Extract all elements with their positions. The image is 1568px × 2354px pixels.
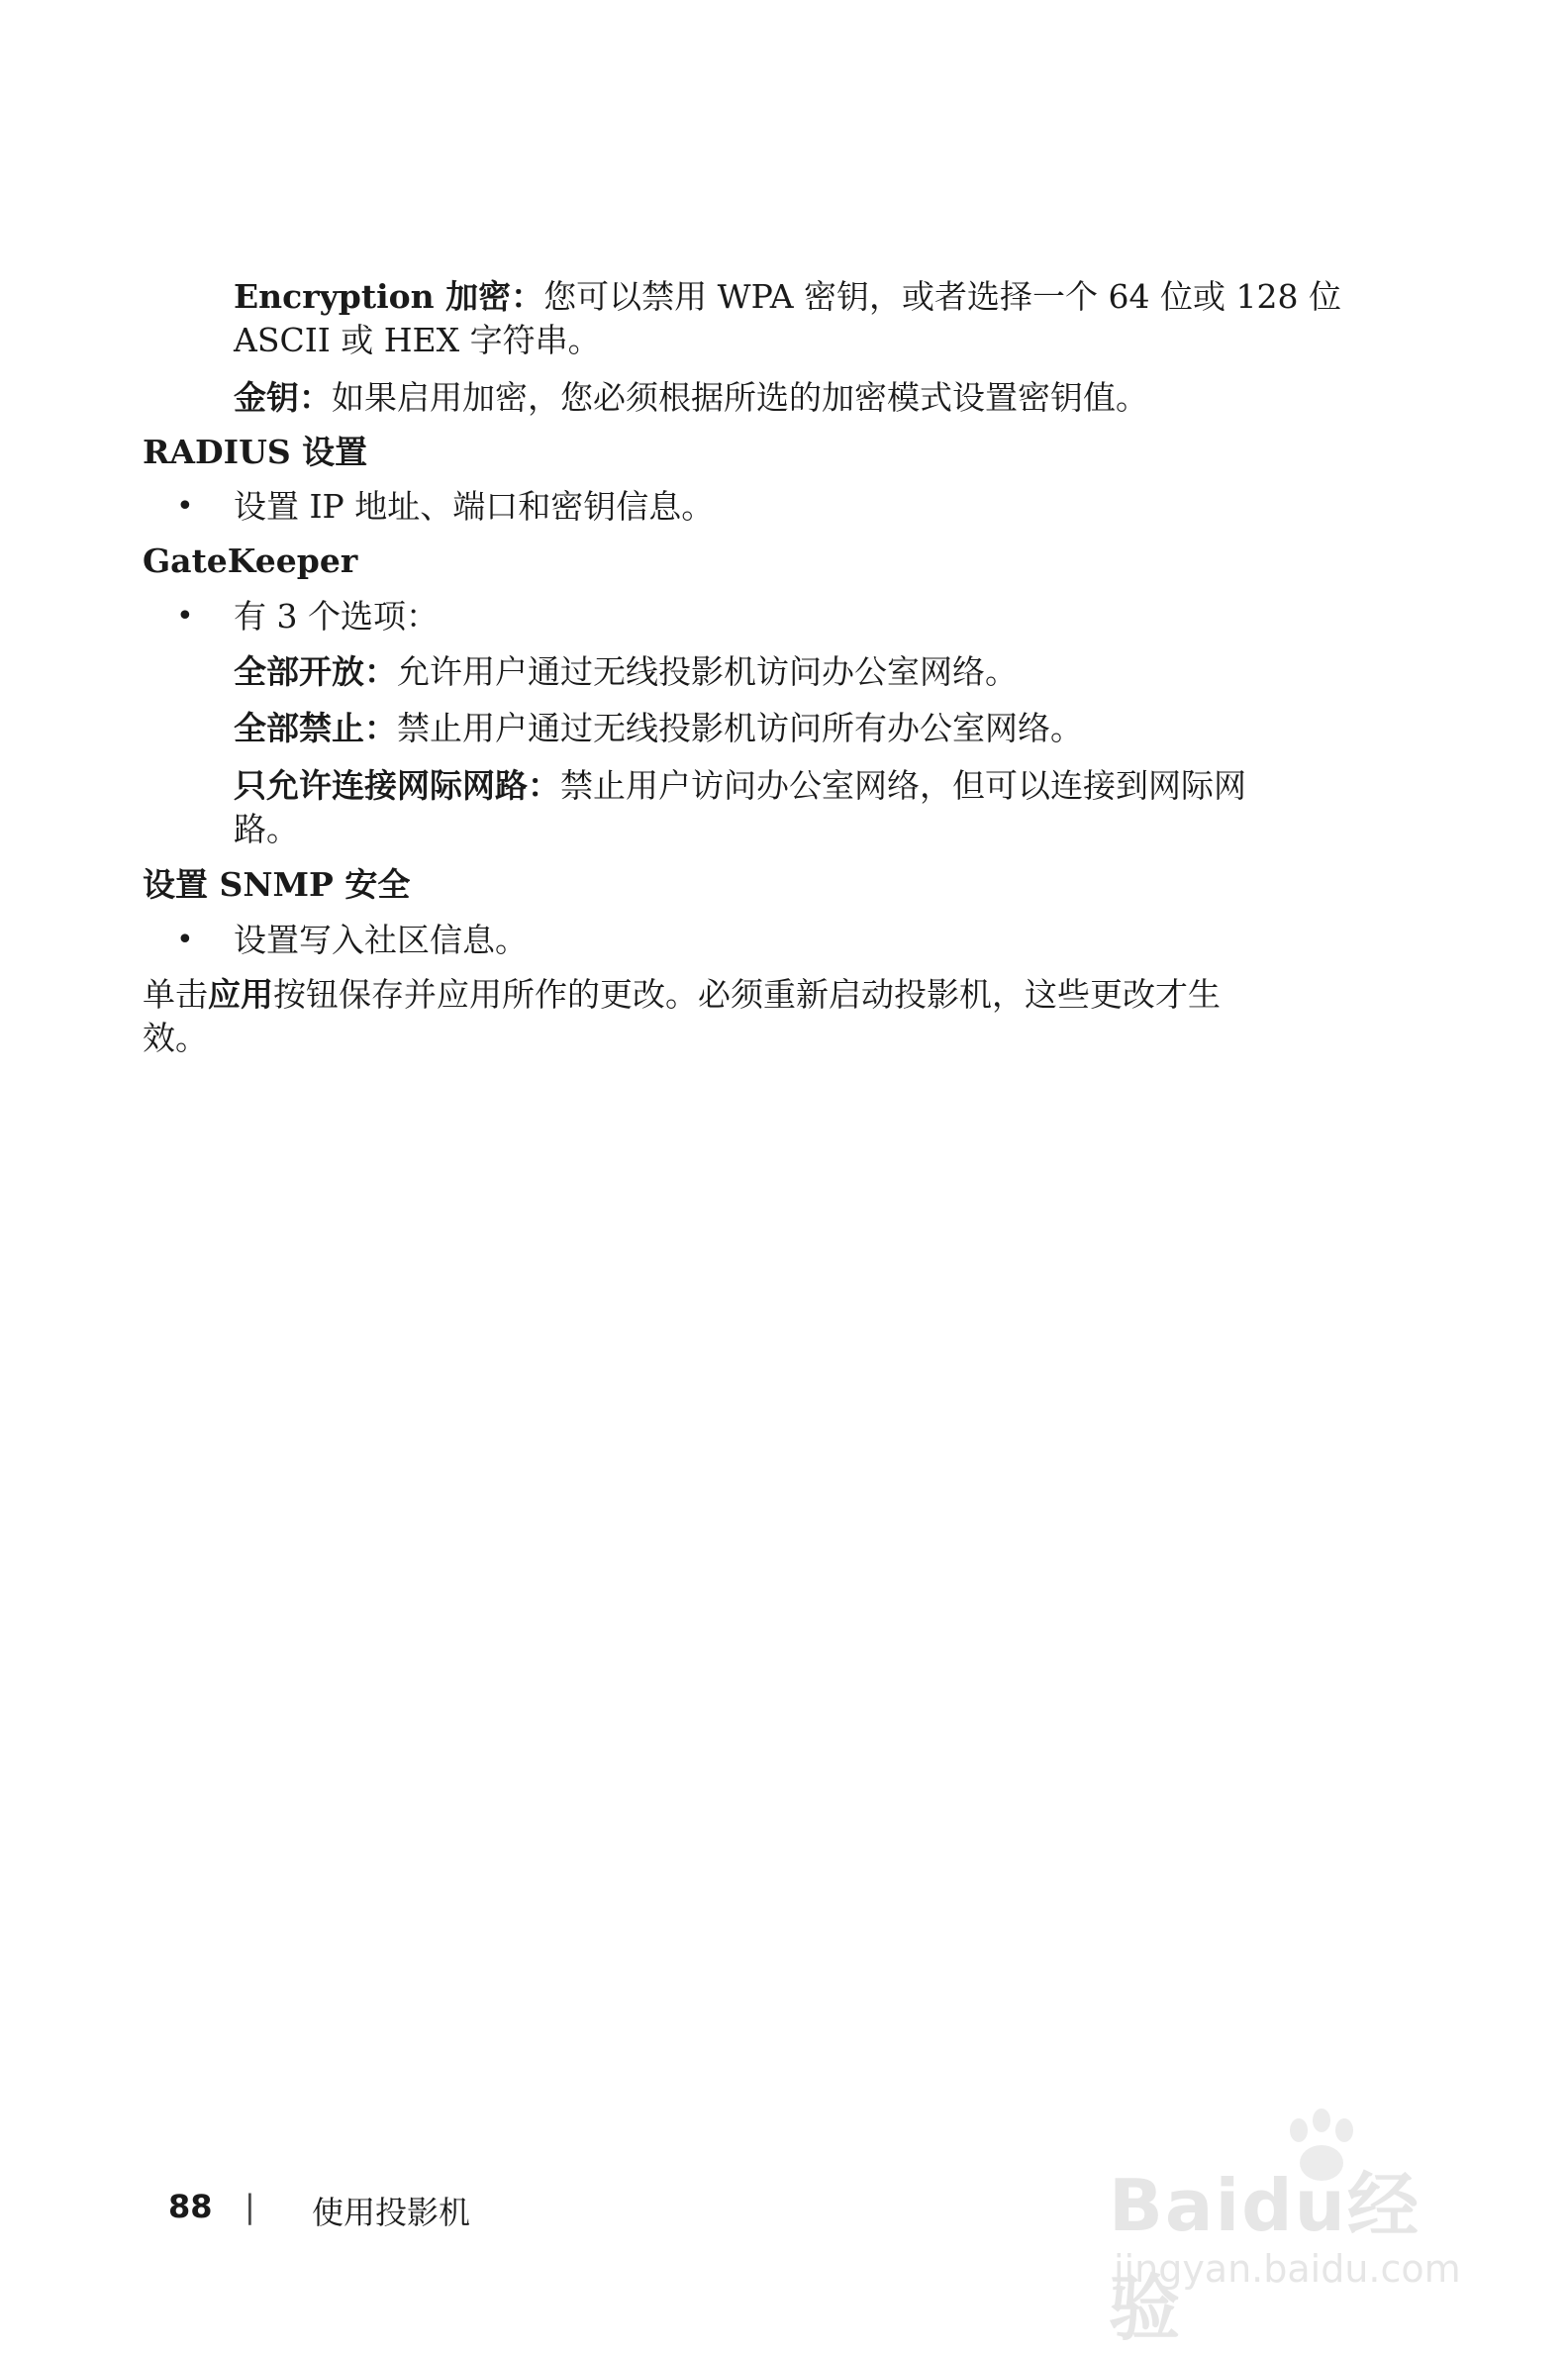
bullet-icon: • xyxy=(176,489,194,524)
encryption-line-2: ASCII 或 HEX 字符串。 xyxy=(234,321,601,359)
apply-label: 应用 xyxy=(208,975,273,1014)
option-internet-only xyxy=(234,764,1246,808)
option-internet-only-text: 禁止用户访问办公室网络，但可以连接到网际网 xyxy=(560,766,1246,805)
watermark-brand: Baidu经验 xyxy=(1109,2164,1421,2350)
key-text: 如果启用加密，您必须根据所选的加密模式设置密钥值。 xyxy=(332,378,1148,417)
option-block-all xyxy=(234,707,1083,750)
encryption-line-1 xyxy=(234,275,1341,319)
footer-title: 使用投影机 xyxy=(312,2194,471,2231)
encryption-label: Encryption 加密： xyxy=(234,277,544,316)
closing-line-2: 效。 xyxy=(143,1019,208,1057)
option-open-all-text: 允许用户通过无线投影机访问办公室网络。 xyxy=(397,652,1018,691)
key-line xyxy=(234,376,1148,420)
baidu-watermark xyxy=(1109,2109,1485,2350)
option-open-all-label: 全部开放： xyxy=(234,652,397,691)
bullet-icon: • xyxy=(176,599,194,634)
closing-line-1 xyxy=(143,973,1221,1017)
option-block-all-text: 禁止用户通过无线投影机访问所有办公室网络。 xyxy=(397,709,1083,747)
option-open-all xyxy=(234,650,1018,694)
snmp-heading: 设置 SNMP 安全 xyxy=(143,865,411,904)
gatekeeper-heading: GateKeeper xyxy=(143,541,358,580)
option-block-all-label: 全部禁止： xyxy=(234,709,397,747)
gatekeeper-bullet-text: 有 3 个选项： xyxy=(234,597,439,636)
encryption-text: 您可以禁用 WPA 密钥，或者选择一个 64 位或 128 位 xyxy=(543,277,1341,316)
option-internet-only-cont: 路。 xyxy=(234,810,299,848)
closing-text: 按钮保存并应用所作的更改。必须重新启动投影机，这些更改才生 xyxy=(273,975,1221,1014)
option-internet-only-label: 只允许连接网际网路： xyxy=(234,766,560,805)
key-label: 金钥： xyxy=(234,378,332,417)
bullet-icon: • xyxy=(176,923,194,957)
radius-heading: RADIUS 设置 xyxy=(143,433,368,471)
footer-separator: | xyxy=(245,2188,255,2225)
closing-prefix: 单击 xyxy=(143,975,208,1014)
snmp-bullet-text: 设置写入社区信息。 xyxy=(234,921,528,959)
watermark-url: jingyan.baidu.com xyxy=(1114,2247,1461,2291)
radius-bullet-text: 设置 IP 地址、端口和密钥信息。 xyxy=(234,487,715,526)
page-number: 88 xyxy=(168,2188,213,2225)
